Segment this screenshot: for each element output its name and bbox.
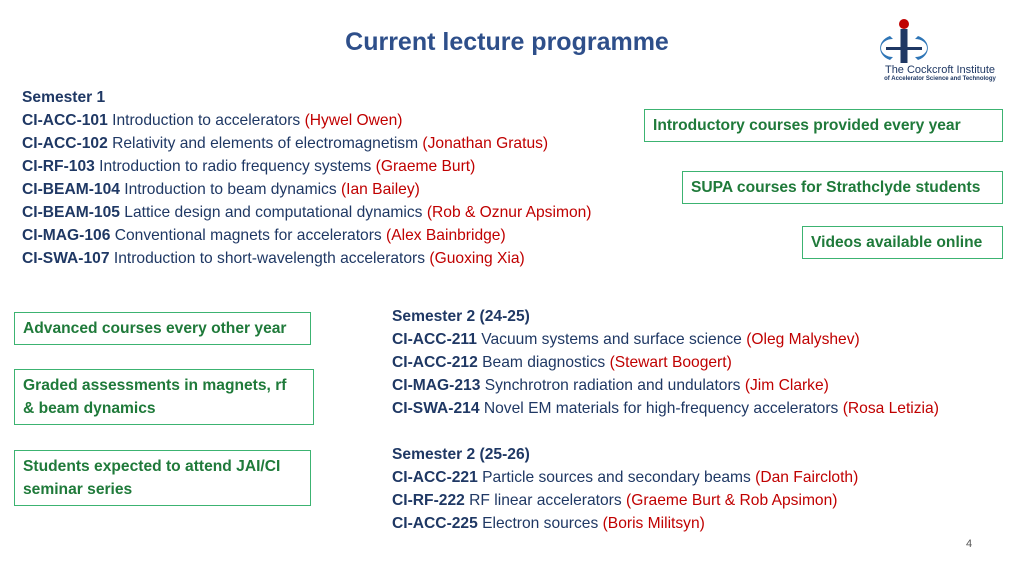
course-line [22,224,591,247]
page-title: Current lecture programme [345,28,669,56]
course-lecturer: (Graeme Burt) [375,158,476,175]
course-line [392,466,939,489]
course-code: CI-ACC-225 [392,515,478,532]
course-title: Introduction to beam dynamics [124,181,337,198]
course-line [22,178,591,201]
course-lecturer: (Rob & Oznur Apsimon) [426,204,592,221]
course-lecturer: (Stewart Boogert) [609,354,732,371]
course-lecturer: (Guoxing Xia) [429,250,525,267]
course-code: CI-SWA-214 [392,400,480,417]
course-code: CI-RF-103 [22,158,95,175]
course-line [392,351,939,374]
note-introductory-courses [644,109,1003,142]
course-code: CI-BEAM-104 [22,181,120,198]
note-supa-courses [682,171,1003,204]
course-code: CI-MAG-106 [22,227,111,244]
course-code: CI-BEAM-105 [22,204,120,221]
course-code: CI-ACC-211 [392,331,477,348]
course-title: Particle sources and secondary beams [482,469,751,486]
course-code: CI-RF-222 [392,492,465,509]
course-lecturer: (Graeme Burt & Rob Apsimon) [626,492,838,509]
course-lecturer: (Rosa Letizia) [842,400,939,417]
page-number: 4 [966,538,973,550]
course-line [22,132,591,155]
course-lecturer: (Hywel Owen) [304,112,403,129]
semester-2a-heading: Semester 2 (24-25) [392,308,530,325]
course-line [22,109,591,132]
course-title: RF linear accelerators [469,492,622,509]
semester-2-block [392,305,939,535]
course-line [22,201,591,224]
semester-1-heading: Semester 1 [22,89,106,106]
course-line [22,155,591,178]
course-code: CI-SWA-107 [22,250,110,267]
note-advanced-courses [14,312,311,345]
course-lecturer: (Alex Bainbridge) [386,227,506,244]
course-line [392,512,939,535]
course-line [392,489,939,512]
course-line [392,374,939,397]
course-line [22,247,591,270]
note-videos-online [802,226,1003,259]
course-code: CI-ACC-101 [22,112,108,129]
course-code: CI-ACC-221 [392,469,478,486]
note-text: seminar series [23,481,133,498]
semester-2b-heading: Semester 2 (25-26) [392,446,530,463]
course-title: Electron sources [482,515,599,532]
course-line [392,328,939,351]
course-lecturer: (Jim Clarke) [744,377,829,394]
course-title: Conventional magnets for accelerators [114,227,382,244]
note-text: Videos available online [811,234,983,251]
course-title: Synchrotron radiation and undulators [484,377,741,394]
spacer [392,420,939,443]
note-graded-assessments [14,369,314,425]
note-seminar-series [14,450,311,506]
cockcroft-logo [878,14,1002,84]
course-code: CI-MAG-213 [392,377,481,394]
course-title: Introduction to radio frequency systems [99,158,372,175]
note-text: & beam dynamics [23,400,156,417]
course-line [392,397,939,420]
logo-subtitle: of Accelerator Science and Technology [884,76,996,82]
course-title: Vacuum systems and surface science [481,331,742,348]
note-text: Introductory courses provided every year [653,117,961,134]
course-title: Novel EM materials for high-frequency accelerators [483,400,839,417]
note-text: Graded assessments in magnets, rf [23,377,287,394]
course-title: Lattice design and computational dynamics [124,204,423,221]
logo-name: The Cockcroft Institute [884,64,996,76]
course-title: Introduction to short-wavelength accelerators [113,250,426,267]
course-lecturer: (Boris Militsyn) [602,515,705,532]
course-title: Relativity and elements of electromagnetism [112,135,419,152]
course-code: CI-ACC-212 [392,354,478,371]
note-text: SUPA courses for Strathclyde students [691,179,981,196]
course-lecturer: (Dan Faircloth) [755,469,859,486]
course-lecturer: (Jonathan Gratus) [422,135,549,152]
course-code: CI-ACC-102 [22,135,108,152]
course-title: Introduction to accelerators [112,112,301,129]
course-title: Beam diagnostics [482,354,606,371]
course-lecturer: (Oleg Malyshev) [746,331,860,348]
note-text: Advanced courses every other year [23,320,287,337]
cockcroft-logo-icon [878,14,1002,66]
course-lecturer: (Ian Bailey) [340,181,420,198]
semester-1-block [22,86,591,270]
note-text: Students expected to attend JAI/CI [23,458,281,475]
